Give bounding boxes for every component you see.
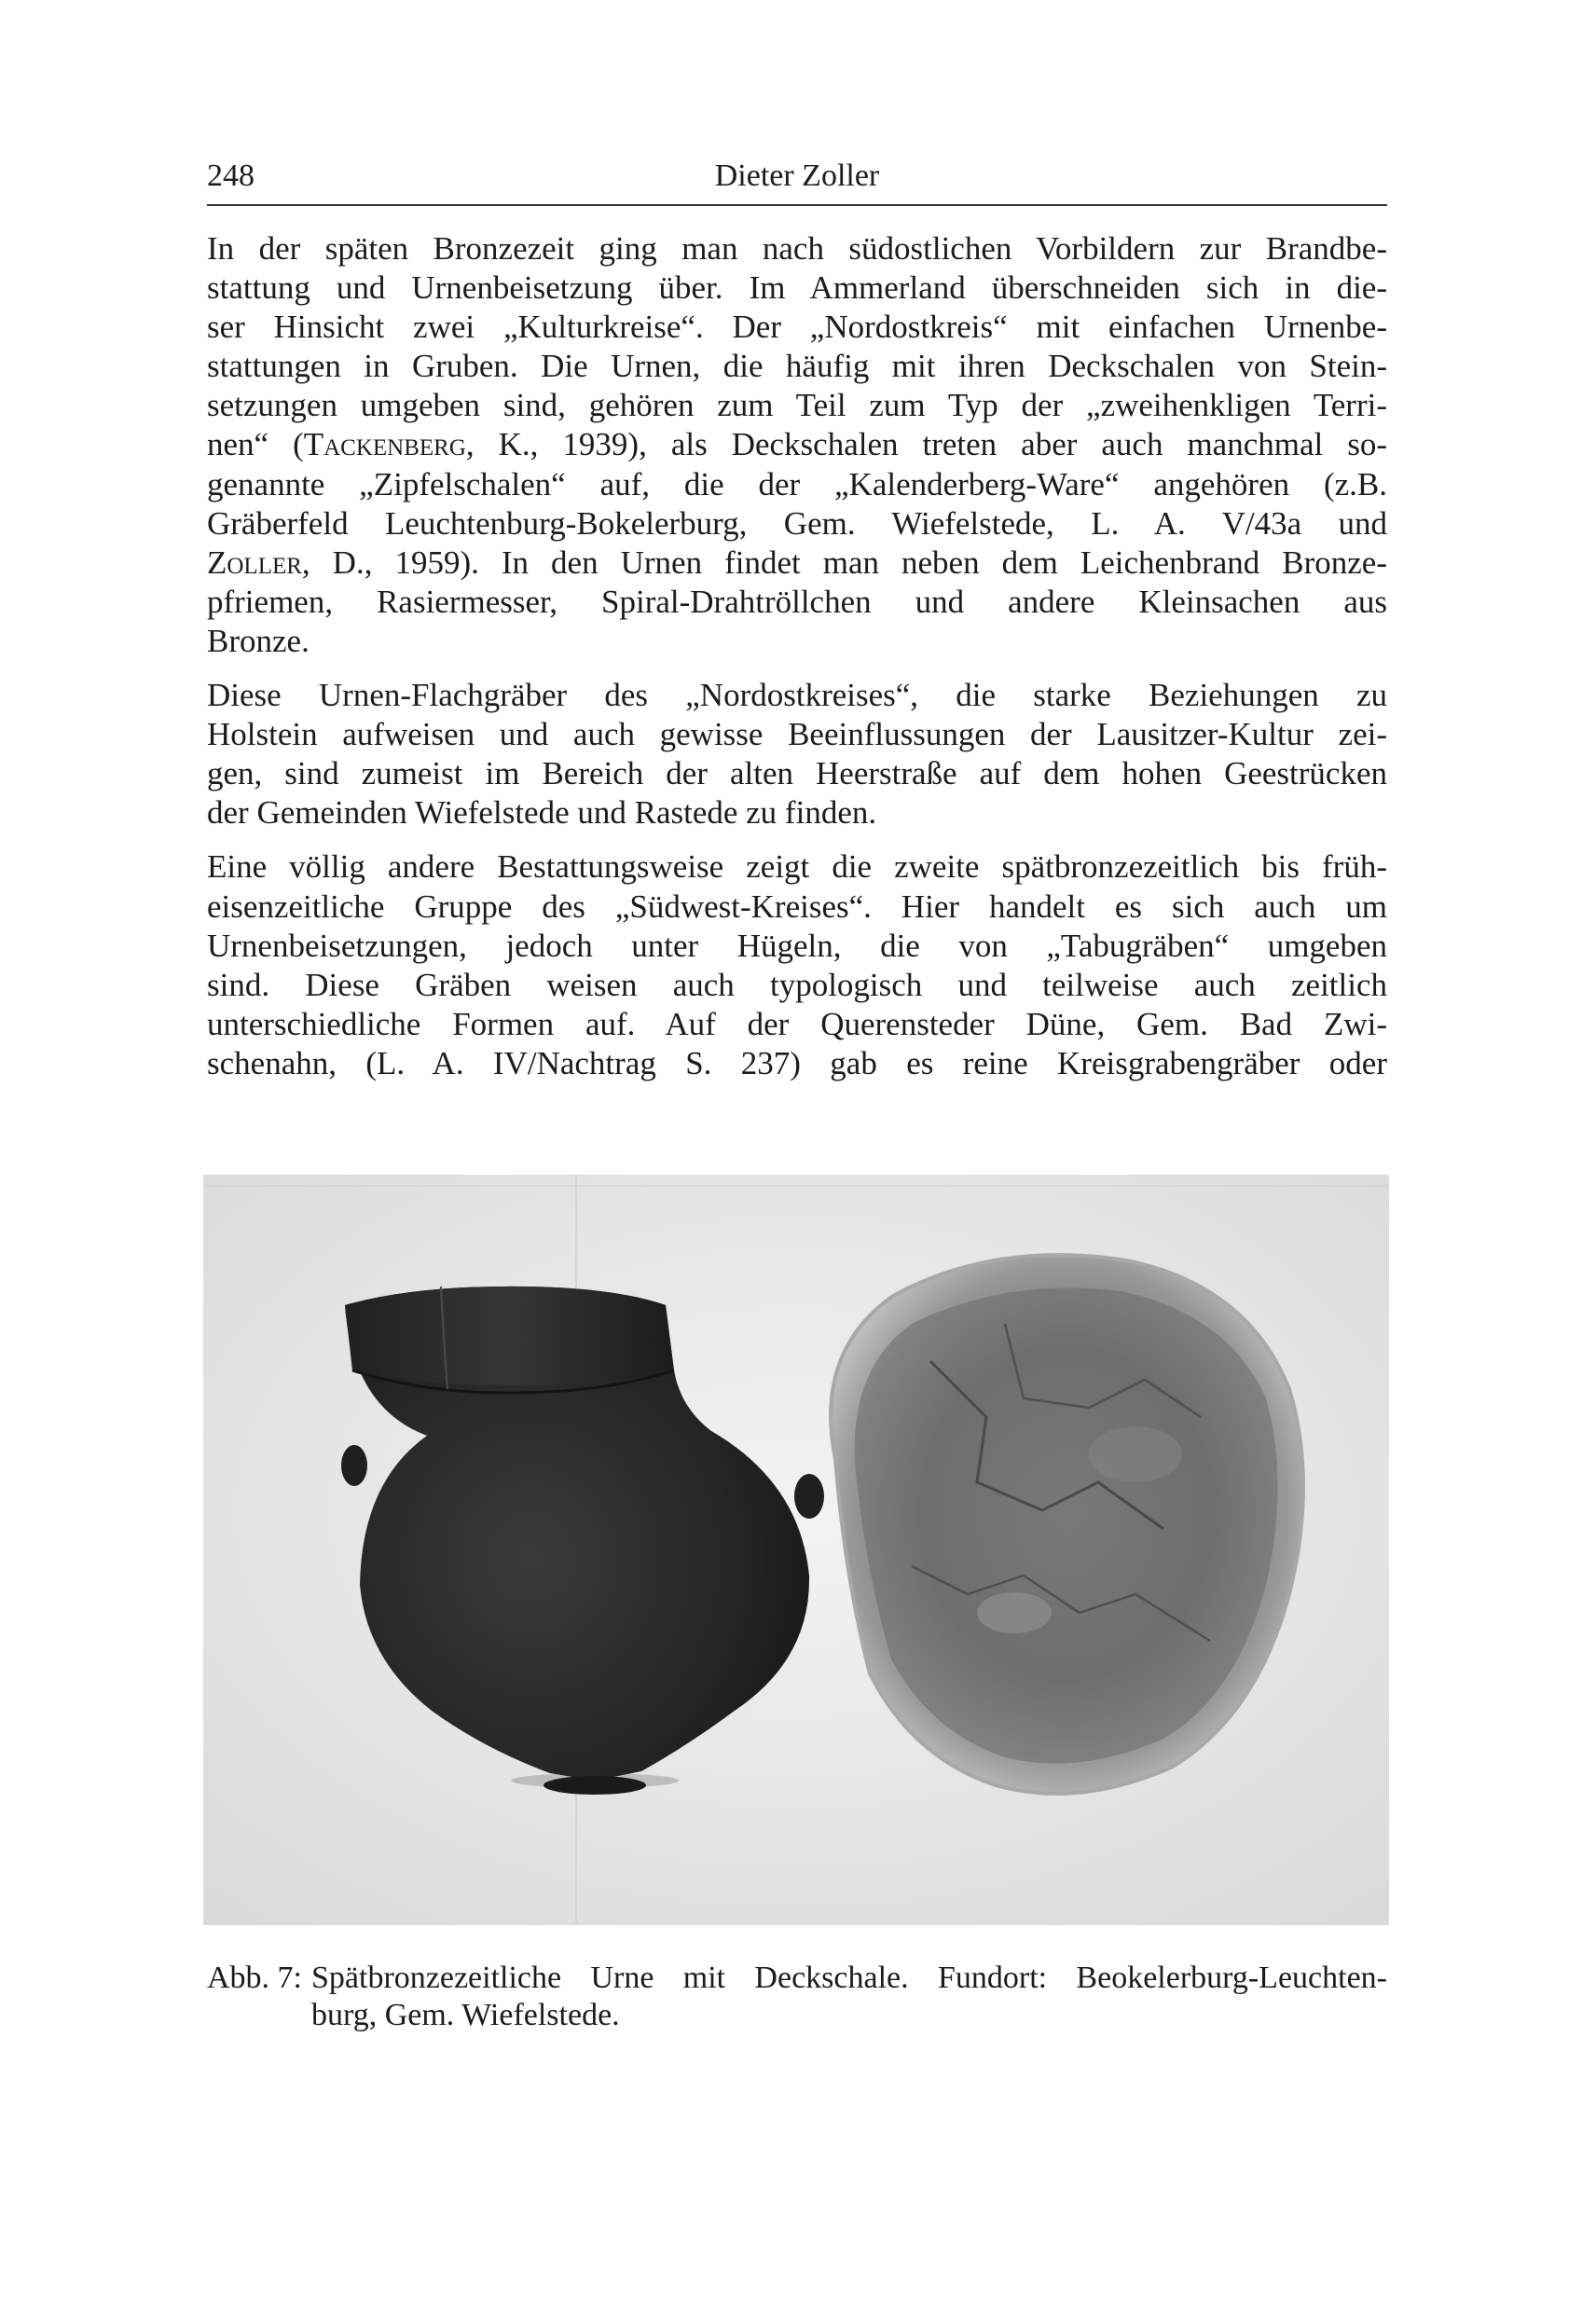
text-line: Diese Urnen-Flachgräber des „Nordostkreises“, die starke Beziehungen zu	[207, 677, 1387, 714]
text-line: Urnenbeisetzungen, jedoch unter Hügeln, die von „Tabugräben“ umgeben	[207, 927, 1387, 964]
text-line: der Gemeinden Wiefelstede und Rastede zu finden.	[207, 794, 877, 832]
text-line: stattung und Urnenbeisetzung über. Im Ammerland überschneiden sich in die-	[207, 269, 1387, 307]
text-line: setzungen umgeben sind, gehören zum Teil zum Typ der „zweihenkligen Terri-	[207, 387, 1387, 424]
figure-photograph	[203, 1175, 1389, 1925]
paragraph-2	[207, 676, 1387, 833]
author-name-small-caps: Zoller	[207, 544, 302, 581]
text-line: stattungen in Gruben. Die Urnen, die häufig mit ihren Deckschalen von Stein-	[207, 348, 1387, 385]
urn-handle-right	[794, 1474, 824, 1519]
text-line: eisenzeitliche Gruppe des „Südwest-Kreises“. Hier handelt es sich auch um	[207, 888, 1387, 925]
text-line: sind. Diese Gräben weisen auch typologisch und teilweise auch zeitlich	[207, 966, 1387, 1003]
bowl-light-patch	[1089, 1426, 1182, 1482]
text-line: Bronze.	[207, 622, 310, 659]
body-text	[207, 229, 1387, 1098]
caption-line: burg, Gem. Wiefelstede.	[311, 1998, 620, 2032]
photo-urn-and-bowl	[203, 1175, 1389, 1925]
text-line: Gräberfeld Leuchtenburg-Bokelerburg, Gem. Wiefelstede, L. A. V/43a und	[207, 504, 1387, 542]
text-line: genannte „Zipfelschalen“ auf, die der „Kalenderberg-Ware“ angehören (z.B.	[207, 465, 1387, 502]
figure-label: Abb. 7:	[207, 1961, 302, 1995]
bowl-lid	[831, 1255, 1303, 1794]
figure-caption	[207, 1960, 1387, 2034]
author-name-small-caps: Tackenberg	[303, 426, 466, 463]
header-rule	[207, 204, 1387, 206]
running-head	[207, 155, 1387, 198]
text-line: Eine völlig andere Bestattungsweise zeigt die zweite spätbronzezeitlich bis früh-	[207, 848, 1387, 886]
text-fragment: , D., 1959). In den Urnen findet man neben dem Leichenbrand Bronze-	[301, 544, 1387, 581]
text-line	[207, 425, 1387, 464]
bowl-interior	[855, 1288, 1278, 1764]
text-line	[207, 544, 1387, 583]
text-line: In der späten Bronzezeit ging man nach südostlichen Vorbildern zur Brandbe-	[207, 230, 1387, 267]
text-line: ser Hinsicht zwei „Kulturkreise“. Der „Nordostkreis“ mit einfachen Urnenbe-	[207, 309, 1387, 346]
paragraph-3	[207, 847, 1387, 1083]
text-line: gen, sind zumeist im Bereich der alten Heerstraße auf dem hohen Geestrücken	[207, 755, 1387, 792]
bowl-light-patch	[977, 1592, 1052, 1633]
text-line: unterschiedliche Formen auf. Auf der Querensteder Düne, Gem. Bad Zwi-	[207, 1005, 1387, 1042]
caption-text	[302, 1960, 1387, 2034]
urn-neck	[345, 1287, 674, 1385]
text-fragment: , K., 1939), als Deckschalen treten aber auch manchmal so-	[465, 426, 1388, 463]
text-line: Holstein aufweisen und auch gewisse Beeinflussungen der Lausitzer-Kultur zei-	[207, 716, 1387, 753]
paragraph-1	[207, 229, 1387, 661]
caption-line: Spätbronzezeitliche Urne mit Deckschale. Fundort: Beokelerburg-Leuchten-	[311, 1961, 1387, 1995]
text-fragment: nen“ (	[207, 426, 304, 463]
running-title-author: Dieter Zoller	[714, 158, 880, 193]
page-number: 248	[207, 158, 255, 193]
urn-handle-left	[341, 1445, 367, 1486]
urn-foot	[543, 1776, 646, 1795]
text-line: pfriemen, Rasiermesser, Spiral-Drahtröllchen und andere Kleinsachen aus	[207, 583, 1387, 620]
text-line: schenahn, (L. A. IV/Nachtrag S. 237) gab es reine Kreisgrabengräber oder	[207, 1044, 1387, 1081]
